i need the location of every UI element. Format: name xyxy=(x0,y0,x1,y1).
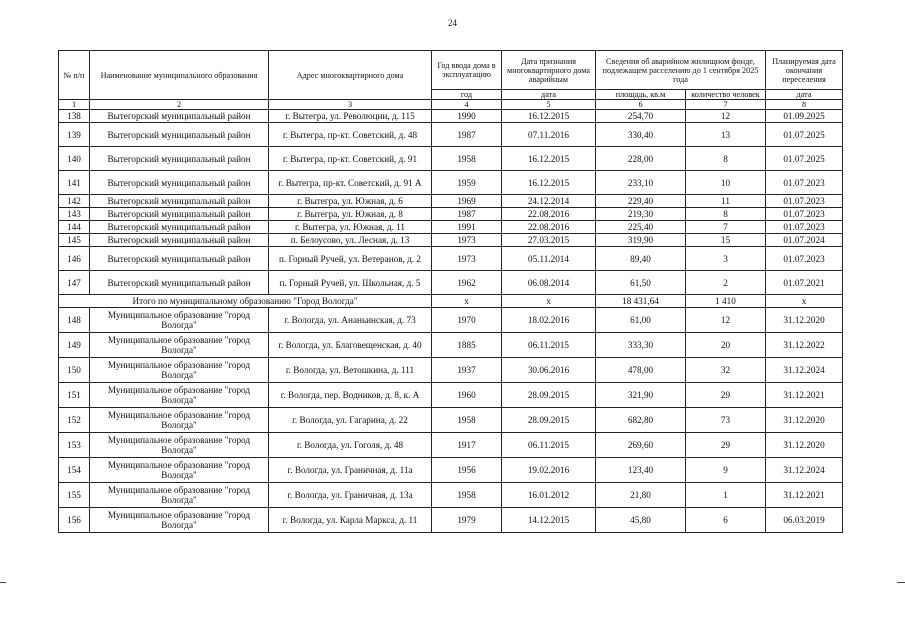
header-no: № п/п xyxy=(59,51,90,100)
cell-planned-date: 31.12.2024 xyxy=(766,458,843,483)
subheader-area: площадь, кв.м xyxy=(596,90,686,100)
cell-address: г. Вытегра, пр-кт. Советский, д. 48 xyxy=(269,123,432,147)
table-row xyxy=(59,458,843,483)
cell-recognition-date: 27.03.2015 xyxy=(502,234,596,247)
cell-recognition-date: 19.02.2016 xyxy=(502,458,596,483)
cell-planned-date: 01.09.2025 xyxy=(766,110,843,123)
cell-municipality: Муниципальное образование "город Вологда" xyxy=(90,358,269,383)
table-row xyxy=(59,433,843,458)
cell-area: 269,60 xyxy=(596,433,686,458)
cell-no: 147 xyxy=(59,271,90,295)
table-row xyxy=(59,247,843,271)
table-row xyxy=(59,483,843,508)
total-label: Итого по муниципальному образованию "Город Вологда" xyxy=(59,295,432,308)
subheader-people: количество человек xyxy=(686,90,766,100)
cell-municipality: Муниципальное образование "город Вологда" xyxy=(90,508,269,533)
cell-year: 1987 xyxy=(432,123,502,147)
cell-no: 148 xyxy=(59,308,90,333)
cell-municipality: Вытегорский муниципальный район xyxy=(90,221,269,234)
column-number: 8 xyxy=(766,100,843,110)
cell-address: г. Вологда, ул. Ананьинская, д. 73 xyxy=(269,308,432,333)
scan-edge-mark xyxy=(897,582,905,583)
table-row xyxy=(59,147,843,171)
table-row xyxy=(59,508,843,533)
cell-address: г. Вологда, ул. Граничная, д. 11а xyxy=(269,458,432,483)
cell-address: г. Вытегра, пр-кт. Советский, д. 91 А xyxy=(269,171,432,195)
cell-area: 61,50 xyxy=(596,271,686,295)
cell-area: 89,40 xyxy=(596,247,686,271)
cell-year: 1956 xyxy=(432,458,502,483)
cell-planned-date: 06.03.2019 xyxy=(766,508,843,533)
cell-no: 142 xyxy=(59,195,90,208)
subheader-date: дата xyxy=(502,90,596,100)
cell-address: г. Вологда, ул. Карла Маркса, д. 11 xyxy=(269,508,432,533)
cell-address: г. Вологда, ул. Гоголя, д. 48 xyxy=(269,433,432,458)
cell-municipality: Вытегорский муниципальный район xyxy=(90,195,269,208)
cell-address: г. Вологда, ул. Ветошкина, д. 111 xyxy=(269,358,432,383)
cell-area: 228,00 xyxy=(596,147,686,171)
cell-municipality: Муниципальное образование "город Вологда" xyxy=(90,483,269,508)
table-row xyxy=(59,234,843,247)
cell-people: 12 xyxy=(686,308,766,333)
header-row xyxy=(59,51,843,90)
cell-people: 12 xyxy=(686,110,766,123)
cell-no: 140 xyxy=(59,147,90,171)
cell-recognition-date: 07.11.2016 xyxy=(502,123,596,147)
cell-municipality: Муниципальное образование "город Вологда" xyxy=(90,308,269,333)
cell-recognition-date: 16.01.2012 xyxy=(502,483,596,508)
cell-municipality: Муниципальное образование "город Вологда" xyxy=(90,458,269,483)
cell-planned-date: 01.07.2023 xyxy=(766,247,843,271)
table-row xyxy=(59,195,843,208)
cell-planned-date: 01.07.2024 xyxy=(766,234,843,247)
cell-no: 146 xyxy=(59,247,90,271)
cell-recognition-date: 22.08.2016 xyxy=(502,208,596,221)
cell-planned-date: 01.07.2021 xyxy=(766,271,843,295)
cell-planned-date: 01.07.2023 xyxy=(766,208,843,221)
cell-no: 138 xyxy=(59,110,90,123)
cell-address: п. Горный Ручей, ул. Школьная, д. 5 xyxy=(269,271,432,295)
cell-planned-date: 31.12.2022 xyxy=(766,333,843,358)
cell-recognition-date: 16.12.2015 xyxy=(502,110,596,123)
table-row xyxy=(59,123,843,147)
cell-address: п. Горный Ручей, ул. Ветеранов, д. 2 xyxy=(269,247,432,271)
cell-area: 61,00 xyxy=(596,308,686,333)
cell-planned-date: 31.12.2021 xyxy=(766,383,843,408)
cell-municipality: Вытегорский муниципальный район xyxy=(90,123,269,147)
cell-year: 1960 xyxy=(432,383,502,408)
cell-municipality: Вытегорский муниципальный район xyxy=(90,208,269,221)
cell-area: 682,80 xyxy=(596,408,686,433)
cell-recognition-date: 30.06.2016 xyxy=(502,358,596,383)
cell-people: 15 xyxy=(686,234,766,247)
cell-municipality: Муниципальное образование "город Вологда" xyxy=(90,408,269,433)
cell-area: 45,80 xyxy=(596,508,686,533)
column-number: 6 xyxy=(596,100,686,110)
cell-people: 6 xyxy=(686,508,766,533)
cell-municipality: Вытегорский муниципальный район xyxy=(90,171,269,195)
cell-municipality: Муниципальное образование "город Вологда" xyxy=(90,433,269,458)
cell-no: 145 xyxy=(59,234,90,247)
cell-recognition-date: 28.09.2015 xyxy=(502,408,596,433)
cell-people: 8 xyxy=(686,208,766,221)
cell-no: 141 xyxy=(59,171,90,195)
cell-recognition-date: 16.12.2015 xyxy=(502,147,596,171)
subheader-year: год xyxy=(432,90,502,100)
cell-planned-date: 31.12.2021 xyxy=(766,483,843,508)
cell-recognition-date: 06.11.2015 xyxy=(502,433,596,458)
cell-municipality: Вытегорский муниципальный район xyxy=(90,147,269,171)
cell-municipality: Муниципальное образование "город Вологда" xyxy=(90,333,269,358)
cell-year: 1969 xyxy=(432,195,502,208)
header-year-built: Год ввода дома в эксплуатацию xyxy=(432,51,502,90)
cell-planned-date: 31.12.2020 xyxy=(766,408,843,433)
total-people: 1 410 xyxy=(686,295,766,308)
cell-year: 1973 xyxy=(432,247,502,271)
cell-no: 149 xyxy=(59,333,90,358)
cell-year: 1991 xyxy=(432,221,502,234)
cell-people: 20 xyxy=(686,333,766,358)
cell-people: 29 xyxy=(686,433,766,458)
cell-people: 3 xyxy=(686,247,766,271)
table-row xyxy=(59,383,843,408)
cell-address: г. Вытегра, ул. Революции, д. 115 xyxy=(269,110,432,123)
cell-address: г. Вологда, ул. Благовещенская, д. 40 xyxy=(269,333,432,358)
column-number-row xyxy=(59,100,843,110)
cell-area: 225,40 xyxy=(596,221,686,234)
table-row xyxy=(59,271,843,295)
cell-people: 13 xyxy=(686,123,766,147)
cell-planned-date: 01.07.2025 xyxy=(766,147,843,171)
cell-year: 1885 xyxy=(432,333,502,358)
cell-planned-date: 01.07.2023 xyxy=(766,195,843,208)
cell-year: 1970 xyxy=(432,308,502,333)
cell-planned-date: 31.12.2024 xyxy=(766,358,843,383)
cell-area: 233,10 xyxy=(596,171,686,195)
cell-recognition-date: 22.08.2016 xyxy=(502,221,596,234)
cell-planned-date: 01.07.2023 xyxy=(766,171,843,195)
total-area: 18 431,64 xyxy=(596,295,686,308)
column-number: 7 xyxy=(686,100,766,110)
cell-recognition-date: 18.02.2016 xyxy=(502,308,596,333)
cell-no: 144 xyxy=(59,221,90,234)
table-row xyxy=(59,208,843,221)
header-housing-info: Сведения об аварийном жилищном фонде, подлежащем расселению до 1 сентября 2025 года xyxy=(596,51,766,90)
cell-people: 7 xyxy=(686,221,766,234)
cell-address: г. Вологда, ул. Граничная, д. 13а xyxy=(269,483,432,508)
cell-planned-date: 01.07.2023 xyxy=(766,221,843,234)
cell-year: 1958 xyxy=(432,483,502,508)
table-row xyxy=(59,308,843,333)
cell-no: 155 xyxy=(59,483,90,508)
cell-no: 151 xyxy=(59,383,90,408)
emergency-housing-table xyxy=(58,50,843,533)
column-number: 1 xyxy=(59,100,90,110)
cell-people: 29 xyxy=(686,383,766,408)
cell-address: г. Вытегра, пр-кт. Советский, д. 91 xyxy=(269,147,432,171)
cell-people: 32 xyxy=(686,358,766,383)
cell-address: г. Вологда, ул. Гагарина, д. 22 xyxy=(269,408,432,433)
total-planned: x xyxy=(766,295,843,308)
cell-area: 333,30 xyxy=(596,333,686,358)
cell-people: 10 xyxy=(686,171,766,195)
cell-area: 123,40 xyxy=(596,458,686,483)
cell-no: 139 xyxy=(59,123,90,147)
column-number: 4 xyxy=(432,100,502,110)
cell-municipality: Вытегорский муниципальный район xyxy=(90,110,269,123)
cell-recognition-date: 06.11.2015 xyxy=(502,333,596,358)
cell-area: 321,90 xyxy=(596,383,686,408)
cell-no: 153 xyxy=(59,433,90,458)
cell-year: 1959 xyxy=(432,171,502,195)
subheader-date-2: дата xyxy=(766,90,843,100)
cell-no: 150 xyxy=(59,358,90,383)
cell-year: 1990 xyxy=(432,110,502,123)
header-municipality: Наименование муниципального образования xyxy=(90,51,269,100)
cell-municipality: Вытегорский муниципальный район xyxy=(90,247,269,271)
cell-area: 254,70 xyxy=(596,110,686,123)
table-row xyxy=(59,110,843,123)
cell-area: 319,90 xyxy=(596,234,686,247)
cell-address: г. Вытегра, ул. Южная, д. 11 xyxy=(269,221,432,234)
header-address: Адрес многоквартирного дома xyxy=(269,51,432,100)
page-number: 24 xyxy=(448,18,457,28)
cell-no: 152 xyxy=(59,408,90,433)
total-year: x xyxy=(432,295,502,308)
cell-people: 73 xyxy=(686,408,766,433)
cell-area: 21,80 xyxy=(596,483,686,508)
cell-municipality: Муниципальное образование "город Вологда" xyxy=(90,383,269,408)
cell-address: п. Белоусово, ул. Лесная, д. 13 xyxy=(269,234,432,247)
total-recognition: x xyxy=(502,295,596,308)
cell-no: 154 xyxy=(59,458,90,483)
cell-no: 143 xyxy=(59,208,90,221)
cell-area: 478,00 xyxy=(596,358,686,383)
cell-year: 1937 xyxy=(432,358,502,383)
cell-people: 2 xyxy=(686,271,766,295)
header-planned-date: Планируемая дата окончания переселения xyxy=(766,51,843,90)
cell-people: 9 xyxy=(686,458,766,483)
cell-municipality: Вытегорский муниципальный район xyxy=(90,271,269,295)
table-row xyxy=(59,221,843,234)
cell-year: 1958 xyxy=(432,408,502,433)
cell-municipality: Вытегорский муниципальный район xyxy=(90,234,269,247)
cell-no: 156 xyxy=(59,508,90,533)
scan-edge-mark xyxy=(0,582,6,583)
cell-address: г. Вологда, пер. Водников, д. 8, к. А xyxy=(269,383,432,408)
cell-area: 219,30 xyxy=(596,208,686,221)
cell-recognition-date: 28.09.2015 xyxy=(502,383,596,408)
cell-year: 1962 xyxy=(432,271,502,295)
cell-planned-date: 01.07.2025 xyxy=(766,123,843,147)
table-row xyxy=(59,171,843,195)
header-recognition-date: Дата признания многоквартирного дома аварийным xyxy=(502,51,596,90)
cell-area: 229,40 xyxy=(596,195,686,208)
column-number: 2 xyxy=(90,100,269,110)
table-row xyxy=(59,358,843,383)
column-number: 3 xyxy=(269,100,432,110)
cell-planned-date: 31.12.2020 xyxy=(766,433,843,458)
cell-people: 11 xyxy=(686,195,766,208)
cell-area: 330,40 xyxy=(596,123,686,147)
cell-address: г. Вытегра, ул. Южная, д. 6 xyxy=(269,195,432,208)
cell-year: 1987 xyxy=(432,208,502,221)
cell-people: 8 xyxy=(686,147,766,171)
cell-recognition-date: 14.12.2015 xyxy=(502,508,596,533)
column-number: 5 xyxy=(502,100,596,110)
cell-recognition-date: 16.12.2015 xyxy=(502,171,596,195)
cell-year: 1979 xyxy=(432,508,502,533)
cell-recognition-date: 24.12.2014 xyxy=(502,195,596,208)
table-row xyxy=(59,408,843,433)
cell-year: 1958 xyxy=(432,147,502,171)
cell-address: г. Вытегра, ул. Южная, д. 8 xyxy=(269,208,432,221)
cell-year: 1917 xyxy=(432,433,502,458)
total-row xyxy=(59,295,843,308)
cell-planned-date: 31.12.2020 xyxy=(766,308,843,333)
cell-recognition-date: 06.08.2014 xyxy=(502,271,596,295)
cell-recognition-date: 05.11.2014 xyxy=(502,247,596,271)
cell-year: 1973 xyxy=(432,234,502,247)
table-row xyxy=(59,333,843,358)
cell-people: 1 xyxy=(686,483,766,508)
